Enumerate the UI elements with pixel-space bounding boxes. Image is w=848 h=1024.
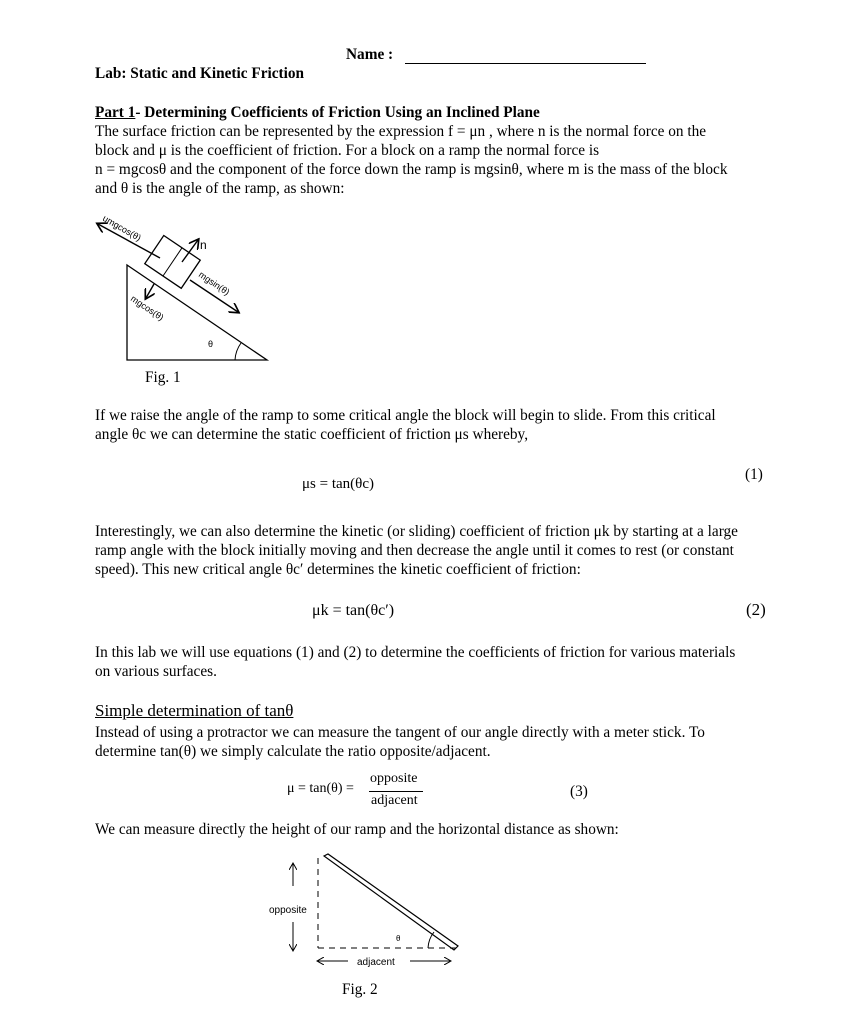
equation-1-number: (1) [745,466,763,483]
label-mgsin: mgsin(θ) [196,269,232,298]
part1-heading-prefix: Part 1 [95,104,136,121]
name-label: Name : [346,46,394,63]
label-theta-fig1: θ [208,339,214,349]
meter-stick-board [324,854,458,950]
equation-3-fraction-bar [369,791,423,792]
fig1-caption: Fig. 1 [145,369,181,386]
static-line-1: If we raise the angle of the ramp to some critical angle the block will begin to slide. From this critical [95,407,716,424]
static-line-2: angle θc we can determine the static coefficient of friction μs whereby, [95,426,529,443]
kinetic-line-2: ramp angle with the block initially moving and then decrease the angle until it comes to rest (or constant [95,542,734,559]
name-underline[interactable] [405,63,646,64]
part1-line-3: n = mgcosθ and the component of the force down the ramp is mgsinθ, where m is the mass of the block [95,161,728,178]
part1-heading [95,103,540,122]
simple-line-1: Instead of using a protractor we can measure the tangent of our angle directly with a meter stick. To [95,724,705,741]
label-theta-fig2: θ [396,934,401,943]
equation-2-number: (2) [746,600,766,619]
ramp-angle-arc [235,343,241,360]
fig2-caption: Fig. 2 [342,981,378,998]
equation-3-numerator: opposite [370,771,418,786]
label-umgcos: umgcos(θ) [101,213,143,243]
part1-line-1: The surface friction can be represented by the expression f = μn , where n is the normal force on the [95,123,707,140]
kinetic-line-1: Interestingly, we can also determine the kinetic (or sliding) coefficient of friction μk by starting at a large [95,523,738,540]
block [145,236,200,289]
measure-text: We can measure directly the height of our ramp and the horizontal distance as shown: [95,821,619,838]
equation-1: μs = tan(θc) [302,476,374,492]
lab-use-line-2: on various surfaces. [95,663,217,680]
part1-line-2: block and μ is the coefficient of friction. For a block on a ramp the normal force is [95,142,600,159]
lab-title: Lab: Static and Kinetic Friction [95,65,305,82]
label-adjacent: adjacent [357,957,395,968]
equation-3-number: (3) [570,783,588,800]
simple-line-2: determine tan(θ) we simply calculate the ratio opposite/adjacent. [95,743,491,760]
equation-2: μk = tan(θc′) [312,602,395,619]
label-n: n [200,238,207,252]
ramp-measure-diagram [260,850,470,975]
lab-use-line-1: In this lab we will use equations (1) and (2) to determine the coefficients of friction for various materials [95,644,736,661]
mgcos-arrow [146,284,154,298]
equation-3-lhs: μ = tan(θ) = [287,781,354,796]
simple-heading: Simple determination of tanθ [95,701,294,720]
label-opposite: opposite [269,905,307,916]
equation-3-denominator: adjacent [371,793,418,808]
label-mgcos: mgcos(θ) [128,293,166,323]
kinetic-line-3: speed). This new critical angle θc′ determines the kinetic coefficient of friction: [95,561,581,578]
part1-line-4: and θ is the angle of the ramp, as shown: [95,180,345,197]
inclined-plane-diagram [90,210,280,370]
part1-heading-rest: - Determining Coefficients of Friction Using an Inclined Plane [135,104,540,121]
